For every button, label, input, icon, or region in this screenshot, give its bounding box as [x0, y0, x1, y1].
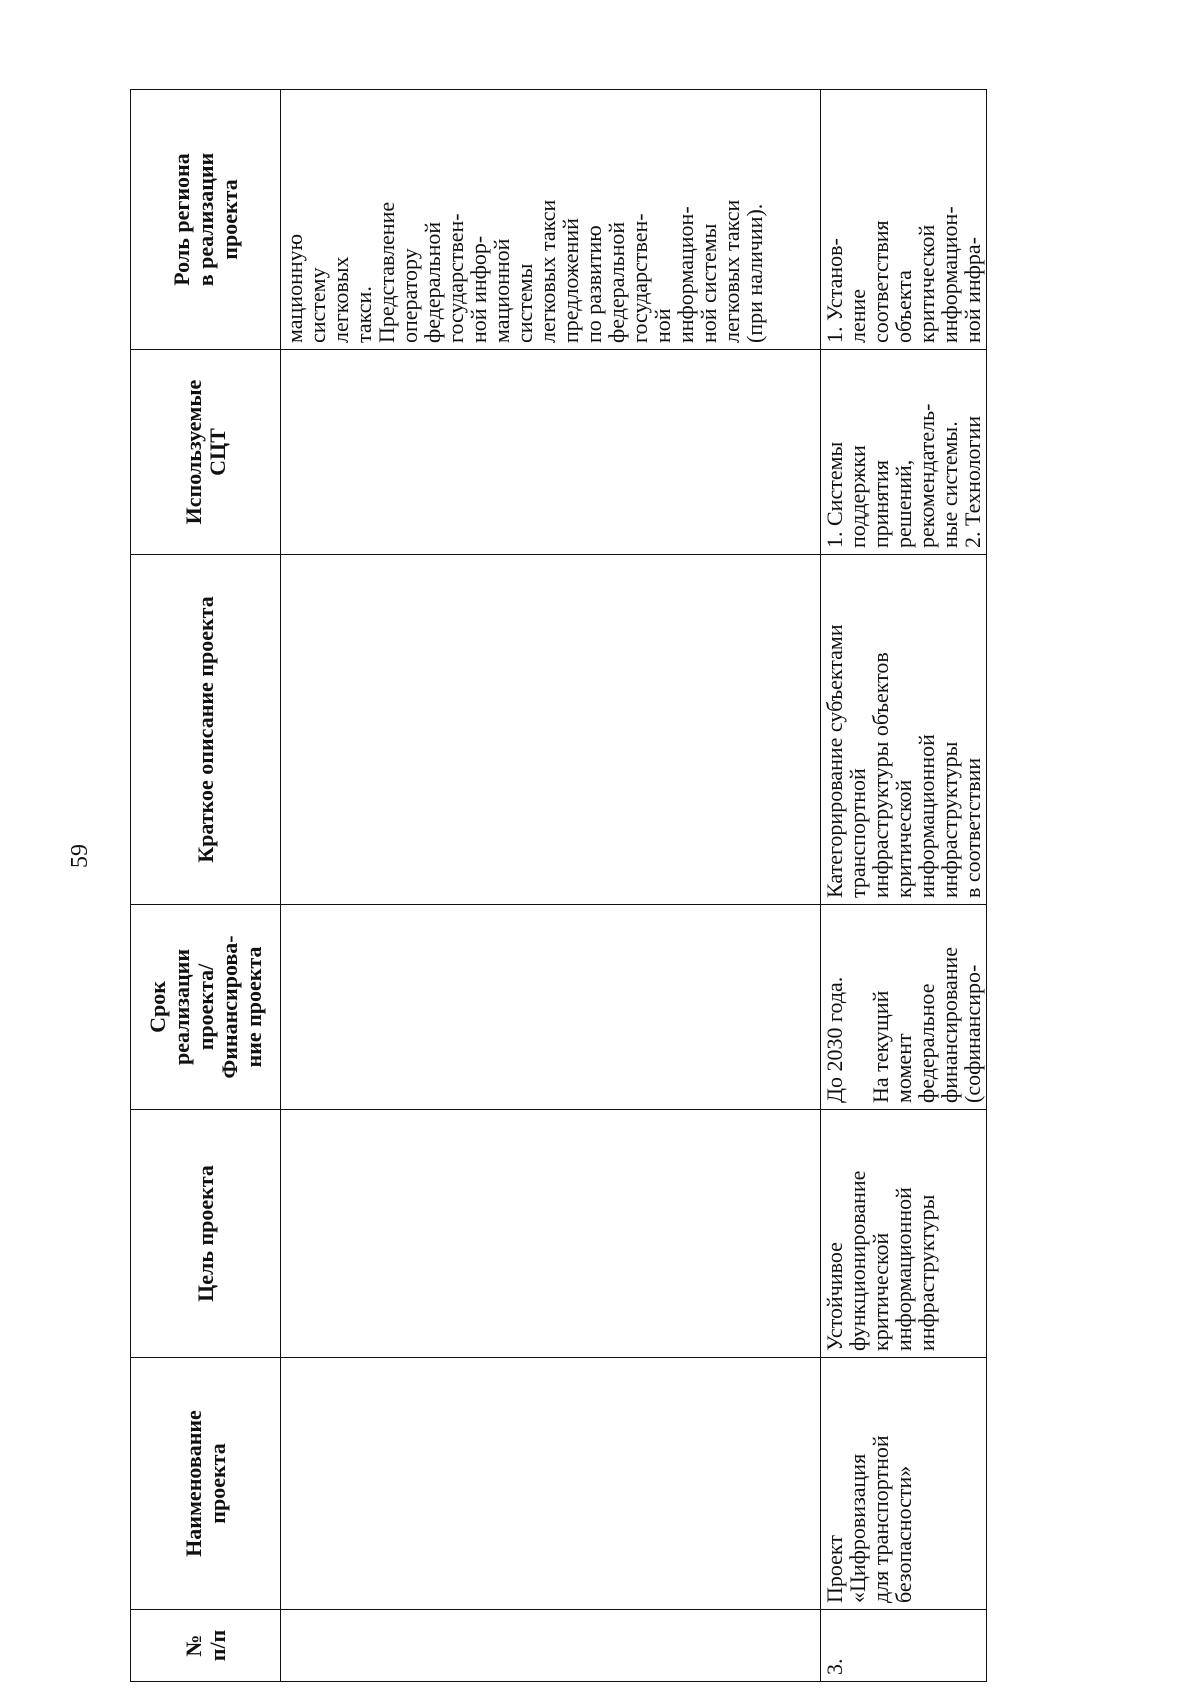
table-cell	[281, 555, 821, 905]
table-cell	[281, 1110, 821, 1358]
header-project-name: Наименование проекта	[131, 1358, 281, 1610]
table-container	[130, 90, 985, 1682]
table-cell: мационную систему легковых такси. Представление оператору федеральной государствен- ной инфор- мационной системы легковых такси предложений по развитию федеральной государствен- ной информацион- ной системы легковых такси (при наличии).	[281, 90, 821, 350]
table-cell: 3.	[821, 1610, 987, 1682]
project-table	[130, 89, 987, 1682]
header-technologies: Используемые СЦТ	[131, 350, 281, 555]
table-cell	[281, 905, 821, 1110]
header-region-role: Роль региона в реализации проекта	[131, 90, 281, 350]
table-cell	[281, 1610, 821, 1682]
table-cell	[281, 350, 821, 555]
page-number: 59	[67, 844, 93, 868]
header-project-description: Краткое описание проекта	[131, 555, 281, 905]
table-cell: До 2030 года. На текущий момент федеральное финансирование (софинансиро-	[821, 905, 987, 1110]
table-row	[281, 90, 821, 1682]
header-number: № п/п	[131, 1610, 281, 1682]
table-cell: Проект «Цифровизация для транспортной безопасности»	[821, 1358, 987, 1610]
header-project-goal: Цель проекта	[131, 1110, 281, 1358]
table-cell: 1. Системы поддержки принятия решений, рекомендатель- ные системы. 2. Технологии	[821, 350, 987, 555]
table-cell: 1. Установ- ление соответствия объекта критической информацион- ной инфра-	[821, 90, 987, 350]
table-cell: Категорирование субъектами транспортной инфраструктуры объектов критической информационной инфраструктуры в соответствии	[821, 555, 987, 905]
header-project-term: Срок реализации проекта/ Финансирова- ние проекта	[131, 905, 281, 1110]
rotated-table-frame	[130, 90, 985, 1682]
table-row	[821, 90, 987, 1682]
table-cell: Устойчивое функционирование критической информационной инфраструктуры	[821, 1110, 987, 1358]
table-cell	[281, 1358, 821, 1610]
table-header-row	[131, 90, 281, 1682]
